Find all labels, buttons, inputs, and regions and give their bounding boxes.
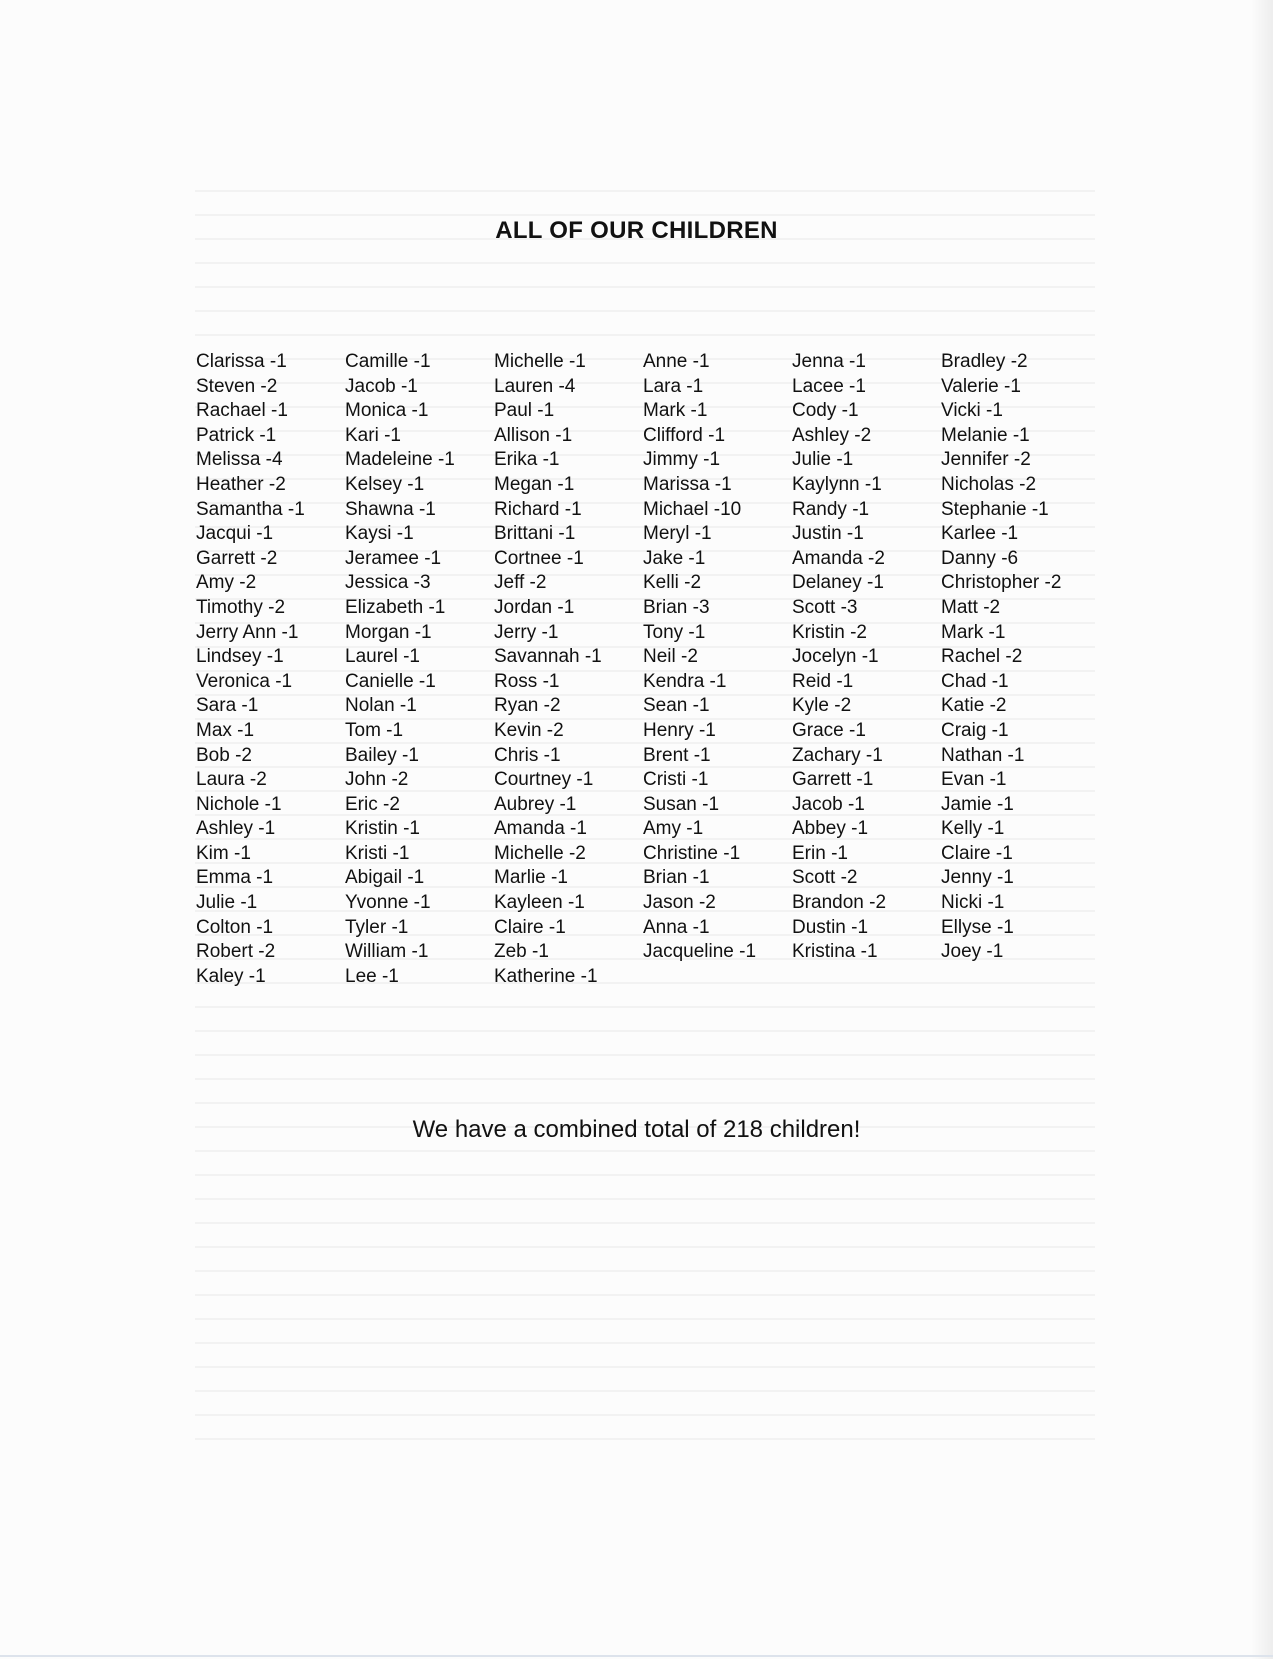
child-entry: Aubrey -1: [494, 793, 577, 815]
child-entry: Robert -2: [196, 941, 276, 963]
child-entry: Dustin -1: [792, 916, 869, 938]
child-entry: Heather -2: [196, 473, 286, 495]
child-entry: Jacob -1: [792, 793, 865, 815]
child-entry: Camille -1: [345, 351, 431, 372]
child-entry: Erika -1: [494, 449, 560, 471]
child-entry: Brent -1: [643, 744, 711, 766]
child-entry: Justin -1: [792, 523, 864, 545]
child-entry: Jocelyn -1: [792, 646, 879, 668]
child-entry: Chad -1: [941, 670, 1009, 692]
child-entry: Kari -1: [345, 424, 401, 446]
child-entry: Bailey -1: [345, 744, 419, 766]
child-entry: Nichole -1: [196, 793, 282, 815]
child-entry: Tom -1: [345, 719, 404, 741]
bottom-divider: [0, 1655, 1273, 1657]
child-entry: Nicholas -2: [941, 473, 1037, 495]
child-entry: Jason -2: [643, 892, 716, 914]
child-entry: Lee -1: [345, 965, 399, 987]
child-entry: Canielle -1: [345, 670, 436, 692]
child-entry: Kyle -2: [792, 695, 852, 717]
child-entry: Michelle -2: [494, 842, 586, 864]
child-entry: Nolan -1: [345, 695, 417, 717]
child-entry: Joey -1: [941, 941, 1004, 963]
page-title: ALL OF OUR CHILDREN: [495, 217, 778, 244]
child-entry: Emma -1: [196, 867, 274, 889]
child-entry: Colton -1: [196, 916, 274, 938]
child-entry: Jessica -3: [345, 572, 431, 594]
name-column-5: [792, 350, 886, 965]
child-entry: Jennifer -2: [941, 449, 1031, 471]
child-entry: Ross -1: [494, 670, 560, 692]
child-entry: Marissa -1: [643, 473, 732, 495]
child-entry: Jerry Ann -1: [196, 621, 299, 643]
child-entry: Kristin -2: [792, 621, 867, 643]
child-entry: Claire -1: [494, 916, 566, 938]
child-entry: Randy -1: [792, 498, 870, 520]
child-entry: Kristin -1: [345, 818, 420, 840]
child-entry: Julie -1: [196, 892, 258, 914]
child-entry: Tony -1: [643, 621, 706, 643]
child-entry: Anna -1: [643, 916, 710, 938]
child-entry: Scott -3: [792, 596, 858, 618]
child-entry: Madeleine -1: [345, 449, 455, 471]
child-entry: Laurel -1: [345, 646, 420, 668]
child-entry: Melanie -1: [941, 424, 1030, 446]
child-entry: Jerry -1: [494, 621, 559, 643]
child-entry: Kaylynn -1: [792, 473, 882, 495]
child-entry: Brittani -1: [494, 523, 576, 545]
child-entry: Veronica -1: [196, 670, 293, 692]
name-column-3: [494, 350, 602, 989]
child-entry: Rachel -2: [941, 646, 1023, 668]
child-entry: Clifford -1: [643, 424, 726, 446]
child-entry: Julie -1: [792, 449, 854, 471]
child-entry: Max -1: [196, 719, 255, 741]
child-entry: Scott -2: [792, 867, 858, 889]
child-entry: Megan -1: [494, 473, 575, 495]
child-entry: Kendra -1: [643, 670, 727, 692]
child-entry: Lacee -1: [792, 375, 866, 397]
child-entry: Patrick -1: [196, 424, 277, 446]
child-entry: Lindsey -1: [196, 646, 284, 668]
child-entry: William -1: [345, 941, 429, 963]
child-entry: Vicki -1: [941, 400, 1003, 422]
child-entry: Timothy -2: [196, 596, 286, 618]
child-entry: Garrett -1: [792, 769, 874, 791]
child-entry: Jeramee -1: [345, 547, 442, 569]
child-entry: Kelly -1: [941, 818, 1005, 840]
child-entry: Michelle -1: [494, 351, 586, 372]
child-entry: Allison -1: [494, 424, 573, 446]
child-entry: Craig -1: [941, 719, 1009, 741]
child-entry: John -2: [345, 769, 409, 791]
child-entry: Mark -1: [941, 621, 1006, 643]
child-entry: Eric -2: [345, 793, 400, 815]
child-entry: Sean -1: [643, 695, 710, 717]
child-entry: Brandon -2: [792, 892, 887, 914]
child-entry: Michael -10: [643, 498, 742, 520]
child-entry: Jenny -1: [941, 867, 1014, 889]
child-entry: Jacqueline -1: [643, 941, 757, 963]
child-entry: Kim -1: [196, 842, 251, 864]
child-entry: Stephanie -1: [941, 498, 1049, 520]
child-entry: Kayleen -1: [494, 892, 585, 914]
child-entry: Delaney -1: [792, 572, 884, 594]
child-entry: Kelli -2: [643, 572, 702, 594]
total-children-note: We have a combined total of 218 children!: [412, 1116, 861, 1143]
child-entry: Melissa -4: [196, 449, 283, 471]
name-column-4: [643, 350, 756, 965]
child-entry: Clarissa -1: [196, 351, 287, 372]
child-entry: Reid -1: [792, 670, 854, 692]
child-entry: Jacqui -1: [196, 523, 274, 545]
name-column-2: [345, 350, 455, 989]
child-entry: Abigail -1: [345, 867, 425, 889]
child-entry: Erin -1: [792, 842, 848, 864]
child-entry: Henry -1: [643, 719, 716, 741]
child-entry: Tyler -1: [345, 916, 409, 938]
child-entry: Ashley -1: [196, 818, 276, 840]
child-entry: Claire -1: [941, 842, 1013, 864]
name-column-6: [941, 350, 1061, 965]
child-entry: Laura -2: [196, 769, 267, 791]
child-entry: Monica -1: [345, 400, 429, 422]
child-entry: Matt -2: [941, 596, 1001, 618]
child-entry: Jacob -1: [345, 375, 418, 397]
child-entry: Mark -1: [643, 400, 708, 422]
child-entry: Katie -2: [941, 695, 1007, 717]
child-entry: Jake -1: [643, 547, 706, 569]
child-entry: Bob -2: [196, 744, 252, 766]
child-entry: Amy -2: [196, 572, 257, 594]
child-entry: Nicki -1: [941, 892, 1005, 914]
child-entry: Jeff -2: [494, 572, 547, 594]
child-entry: Kelsey -1: [345, 473, 425, 495]
child-entry: Jordan -1: [494, 596, 575, 618]
child-entry: Zeb -1: [494, 941, 549, 963]
child-entry: Brian -3: [643, 596, 710, 618]
child-entry: Ryan -2: [494, 695, 561, 717]
child-entry: Meryl -1: [643, 523, 712, 545]
page-edge-shadow: [1251, 0, 1273, 1659]
child-entry: Morgan -1: [345, 621, 432, 643]
child-entry: Zachary -1: [792, 744, 883, 766]
child-entry: Evan -1: [941, 769, 1007, 791]
child-entry: Rachael -1: [196, 400, 288, 422]
child-entry: Garrett -2: [196, 547, 278, 569]
child-entry: Elizabeth -1: [345, 596, 446, 618]
child-entry: Samantha -1: [196, 498, 305, 520]
child-entry: Savannah -1: [494, 646, 602, 668]
child-entry: Katherine -1: [494, 965, 598, 987]
child-entry: Nathan -1: [941, 744, 1025, 766]
child-entry: Shawna -1: [345, 498, 436, 520]
child-entry: Chris -1: [494, 744, 561, 766]
child-entry: Neil -2: [643, 646, 698, 668]
child-entry: Abbey -1: [792, 818, 869, 840]
child-entry: Cortnee -1: [494, 547, 584, 569]
child-entry: Paul -1: [494, 400, 555, 422]
child-entry: Cristi -1: [643, 769, 709, 791]
child-entry: Lara -1: [643, 375, 704, 397]
child-entry: Yvonne -1: [345, 892, 431, 914]
child-entry: Kevin -2: [494, 719, 564, 741]
name-column-1: [196, 350, 305, 989]
child-entry: Christopher -2: [941, 572, 1062, 594]
child-entry: Courtney -1: [494, 769, 594, 791]
child-entry: Steven -2: [196, 375, 278, 397]
child-entry: Kristina -1: [792, 941, 878, 963]
child-entry: Grace -1: [792, 719, 866, 741]
child-entry: Amanda -2: [792, 547, 885, 569]
child-entry: Danny -6: [941, 547, 1019, 569]
child-entry: Amy -1: [643, 818, 704, 840]
child-entry: Karlee -1: [941, 523, 1019, 545]
child-entry: Bradley -2: [941, 351, 1028, 372]
child-entry: Anne -1: [643, 351, 710, 372]
child-entry: Marlie -1: [494, 867, 568, 889]
child-entry: Richard -1: [494, 498, 582, 520]
child-entry: Amanda -1: [494, 818, 587, 840]
child-entry: Jamie -1: [941, 793, 1014, 815]
child-entry: Valerie -1: [941, 375, 1021, 397]
child-entry: Ellyse -1: [941, 916, 1014, 938]
child-entry: Lauren -4: [494, 375, 576, 397]
child-entry: Brian -1: [643, 867, 710, 889]
child-entry: Cody -1: [792, 400, 859, 422]
child-entry: Kaysi -1: [345, 523, 414, 545]
child-entry: Sara -1: [196, 695, 259, 717]
child-entry: Ashley -2: [792, 424, 872, 446]
child-entry: Kaley -1: [196, 965, 266, 987]
child-entry: Jenna -1: [792, 351, 866, 372]
child-entry: Christine -1: [643, 842, 741, 864]
child-entry: Susan -1: [643, 793, 720, 815]
child-entry: Kristi -1: [345, 842, 410, 864]
child-entry: Jimmy -1: [643, 449, 721, 471]
